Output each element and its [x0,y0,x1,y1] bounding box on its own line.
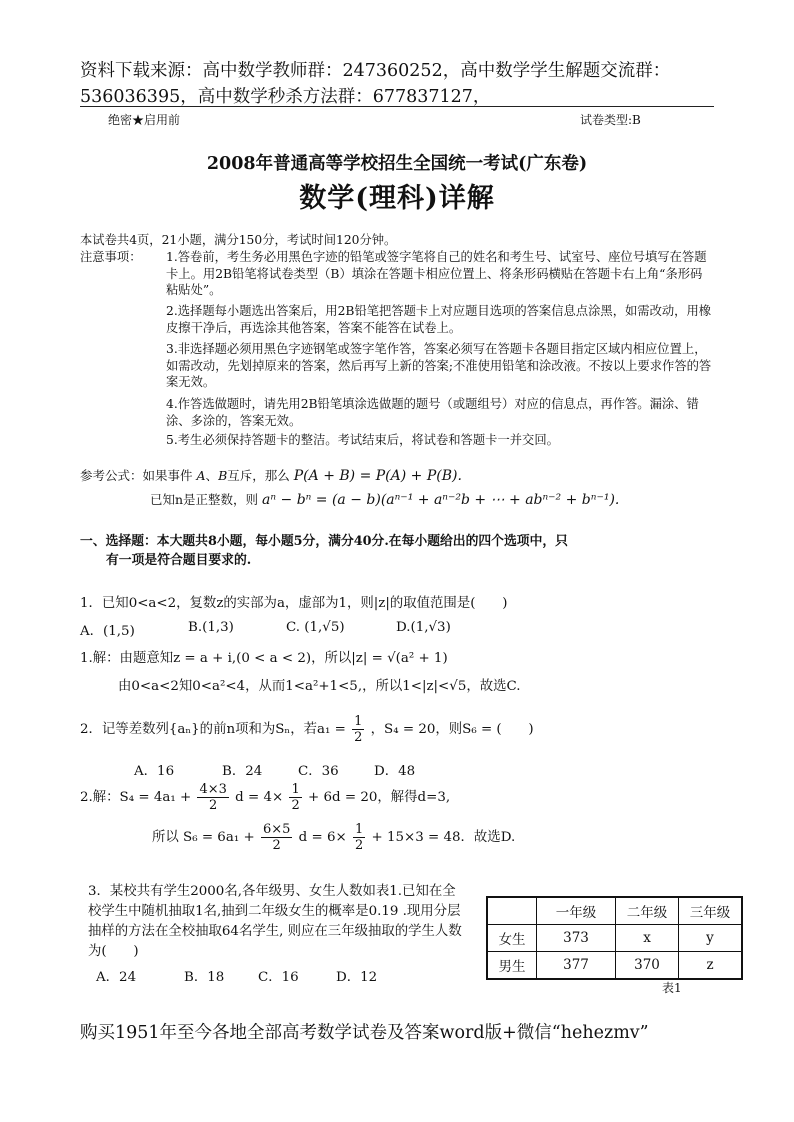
q3-option-a: A．24 [96,970,137,985]
fraction-denominator: 2 [209,798,218,813]
q2-sol2-a: 所以 S₆ = 6a₁ + [152,830,255,845]
formula-line-2 [150,490,619,508]
formula-line-1 [80,466,462,484]
table-cell: 373 [537,925,616,952]
q3-option-b: B．18 [184,970,225,985]
q3-option-d: D．12 [336,970,378,985]
q2-sol1-a: 2.解：S₄ = 4a₁ + [80,790,192,805]
table-header-grade-3: 三年级 [679,897,743,925]
q2-option-a: A．16 [134,764,175,779]
fraction-numerator: 1 [354,714,363,729]
table-header-corner [487,897,537,925]
q2-option-d: D．48 [374,764,416,779]
table-row [487,925,742,952]
q2-sol2-c: + 15×3 = 48．故选D. [371,830,516,845]
intro-text: 本试卷共4页，21小题，满分150分，考试时间120分钟。 [80,233,397,247]
q2-stem-b: ，S₄ = 20，则S₆ = ( ) [370,722,534,737]
q2-option-c: C．36 [298,764,339,779]
header-divider [80,106,714,107]
formula-2-text: 已知n是正整数，则 [150,492,259,507]
fraction-numerator: 6×5 [262,822,291,837]
section-line-1: 一、选择题：本大题共8小题，每小题5分，满分40分.在每小题给出的四个选项中，只 [80,534,568,549]
row-label-male: 男生 [487,952,537,980]
q3-stem: 3．某校共有学生2000名,各年级男、女生人数如表1.已知在全校学生中随机抽取1名,抽到二年级女生的概率是0.19 .现用分层抽样的方法在全校抽取64名学生, 则应在三年级抽取的学生人数为( ) [88,884,462,959]
notice-item-3: 3.非选择题必须用黑色字迹钢笔或签字笔作答，答案必须写在答题卡各题目指定区域内相应位置上，如需改动，先划掉原来的答案，然后再写上新的答案;不准使用铅笔和涂改液。不按以上要求作答的答案无效。 [166,342,712,389]
formula-1-text: 如果事件 [142,468,193,483]
q2-option-b: B．24 [222,764,263,779]
secret-label: 绝密★启用前 [108,113,181,127]
row-label-female: 女生 [487,925,537,952]
table-cell: 377 [537,952,616,980]
fraction-numerator: 4×3 [199,782,227,797]
q3-option-c: C．16 [258,970,299,985]
table-cell: x [616,925,679,952]
fraction-numerator: 1 [291,782,300,797]
notice-item-1: 1.答卷前，考生务必用黑色字迹的铅笔或签字笔将自己的姓名和考生号、试室号、座位号填写在答题卡上。用2B铅笔将试卷类型（B）填涂在答题卡相应位置上、将条形码横贴在答题卡右上角“条形码粘贴处”。 [166,250,707,297]
q1-solution-2: 由0<a<2知0<a²<4，从而1<a²+1<5,，所以1<|z|<√5，故选C. [118,679,521,694]
q1-stem: 1．已知0<a<2，复数z的实部为a，虚部为1，则|z|的取值范围是( ) [80,596,508,611]
fraction-denominator: 2 [354,838,364,853]
formula-1-sep: 、 [205,468,219,483]
table-header-grade-2: 二年级 [616,897,679,925]
table-cell: z [679,952,743,980]
table-header-grade-1: 一年级 [537,897,616,925]
event-a: A [196,468,206,483]
fraction-denominator: 2 [291,798,300,813]
q2-sol1-b: d = 4× [235,790,284,805]
fraction-numerator: 1 [354,822,364,837]
q2-solution-2 [152,822,515,853]
formula-1-mid: 互斥，那么 [227,468,290,483]
event-b: B [218,468,228,483]
q2-stem-fraction [352,714,364,745]
q1-option-c: C. (1,√5) [286,620,345,635]
section-line-2: 有一项是符合题目要求的. [106,553,252,568]
notice-item-5: 5.考生必须保持答题卡的整洁。考试结束后，将试卷和答题卡一并交回。 [166,433,559,447]
exam-subtitle: 数学(理科)详解 [299,183,495,214]
table-cell: 370 [616,952,679,980]
grade-table [486,896,743,980]
q2-sol1-fraction-2 [289,782,301,813]
fraction-denominator: 2 [272,838,281,853]
q2-sol2-b: d = 6× [298,830,347,845]
q2-sol2-fraction-1 [261,822,292,853]
formula-label: 参考公式： [80,468,143,483]
notice-label: 注意事项： [80,250,142,264]
q2-sol1-fraction-1 [197,782,228,813]
header-line-1: 资料下载来源：高中数学教师群：247360252，高中数学学生解题交流群： [80,61,671,81]
q1-option-b: B.(1,3) [188,620,234,635]
section-heading [80,532,640,570]
q2-stem [80,714,534,745]
fraction-denominator: 2 [354,730,363,745]
header-line-2: 536036395，高中数学秒杀方法群：677837127， [80,87,491,107]
probability-formula: P(A + B) = P(A) + P(B). [293,468,462,484]
q2-sol1-c: + 6d = 20，解得d=3, [308,790,451,805]
q1-option-a: A．(1,5) [80,624,135,639]
notice-item-4: 4.作答选做题时，请先用2B铅笔填涂选做题的题号（或题组号）对应的信息点，再作答。漏涂、错涂、多涂的，答案无效。 [166,397,699,428]
q1-solution-1: 1.解：由题意知z = a + i,(0 < a < 2)，所以|z| = √(a² + 1) [80,651,448,666]
exam-title: 2008年普通高等学校招生全国统一考试(广东卷) [206,154,588,174]
q2-stem-a: 2．记等差数列{aₙ}的前n项和为Sₙ，若a₁ = [80,722,346,737]
table-row [487,952,742,980]
table-caption: 表1 [662,981,682,995]
table-header-row [487,897,742,925]
notice-item-2: 2.选择题每小题选出答案后，用2B铅笔把答题卡上对应题目选项的答案信息点涂黑，如需改动，用橡皮擦干净后，再选涂其他答案，答案不能答在试卷上。 [166,304,712,335]
power-difference-formula: aⁿ − bⁿ = (a − b)(aⁿ⁻¹ + aⁿ⁻²b + ⋯ + abⁿ⁻² + bⁿ⁻¹). [262,492,620,508]
q1-option-d: D.(1,√3) [396,620,451,635]
q2-solution-1 [80,782,450,813]
paper-type: 试卷类型:B [580,113,641,127]
q2-sol2-fraction-2 [353,822,365,853]
table-cell: y [679,925,743,952]
footer-text: 购买1951年至今各地全部高考数学试卷及答案word版+微信“hehezmv” [80,1023,649,1043]
